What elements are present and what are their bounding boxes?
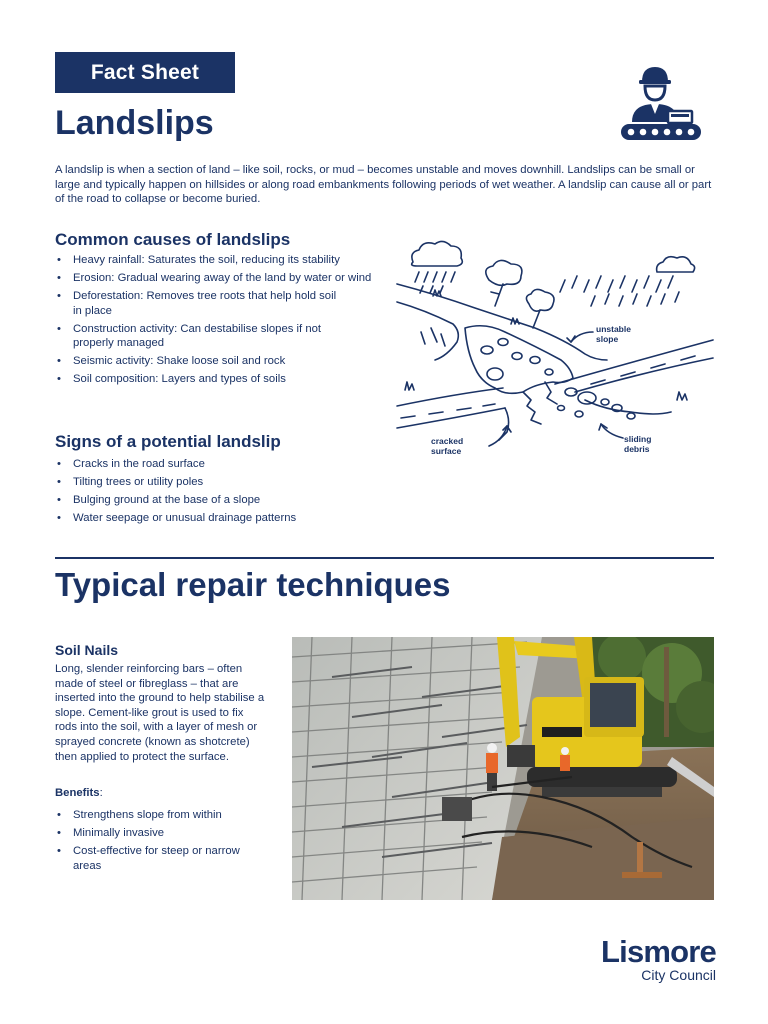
soil-nails-description: Long, slender reinforcing bars – often made of steel or fibreglass – that are inserted into the ground to help stabilise a slope. Cement-like grout is used to fix rods into the soil, with a layer of mesh or sprayed concrete (known as shotcrete) then applied to protect the surface. — [55, 663, 265, 763]
label-unstable: unstable — [596, 324, 631, 334]
list-item: • Bulging ground at the base of a slope — [55, 493, 385, 508]
list-item: • Erosion: Gradual wearing away of the land by water or wind — [55, 271, 373, 286]
causes-heading: Common causes of landslips — [55, 230, 291, 249]
label-slope: slope — [596, 334, 619, 344]
soil-nail-works-photo — [292, 637, 714, 900]
intro-paragraph: A landslip is when a section of land – like soil, rocks, or mud – becomes unstable and moves downhill. Landslips can be small or large and typically happen on hillsides or along road embankments following periods of wet weather. A landslip can cause all or part of the road to collapse or become buried. — [55, 164, 712, 205]
repair-heading: Typical repair techniques — [55, 566, 451, 603]
list-item: • Minimally invasive — [55, 826, 265, 841]
page-title: Landslips — [55, 104, 214, 142]
causes-list — [55, 253, 385, 390]
label-debris: debris — [624, 444, 650, 454]
benefits-list — [55, 808, 265, 877]
list-item: • Heavy rainfall: Saturates the soil, reducing its stability — [55, 253, 385, 268]
list-item: • Cracks in the road surface — [55, 457, 385, 472]
list-item: • Seismic activity: Shake loose soil and rock — [55, 354, 385, 369]
list-item: • Soil composition: Layers and types of soils — [55, 372, 385, 387]
label-cracked: cracked — [431, 436, 464, 446]
worker-figure — [486, 743, 498, 791]
list-item: • Cost-effective for steep or narrow areas — [55, 844, 243, 873]
section-divider — [55, 557, 714, 559]
list-item: • Construction activity: Can destabilise slopes if not properly managed — [55, 322, 363, 351]
list-item: • Water seepage or unusual drainage patterns — [55, 511, 385, 526]
signs-heading: Signs of a potential landslip — [55, 432, 281, 451]
worker-figure — [560, 747, 570, 771]
benefits-label: Benefits: — [55, 787, 103, 799]
list-item: • Strengthens slope from within — [55, 808, 265, 823]
list-item: • Deforestation: Removes tree roots that help hold soil in place — [55, 289, 343, 318]
list-item: • Tilting trees or utility poles — [55, 475, 385, 490]
landslip-illustration — [395, 232, 715, 462]
soil-nails-title: Soil Nails — [55, 642, 119, 658]
label-surface: surface — [431, 446, 462, 456]
label-sliding: sliding — [624, 434, 652, 444]
worker-with-machine-icon — [618, 64, 704, 144]
logo-subtitle: City Council — [641, 967, 716, 983]
logo-wordmark: Lismore — [601, 934, 716, 969]
fact-sheet-tag: Fact Sheet — [55, 52, 235, 93]
council-logo — [586, 936, 716, 983]
cloud-icon — [412, 241, 463, 266]
cloud-icon — [657, 257, 695, 272]
signs-list — [55, 457, 385, 529]
